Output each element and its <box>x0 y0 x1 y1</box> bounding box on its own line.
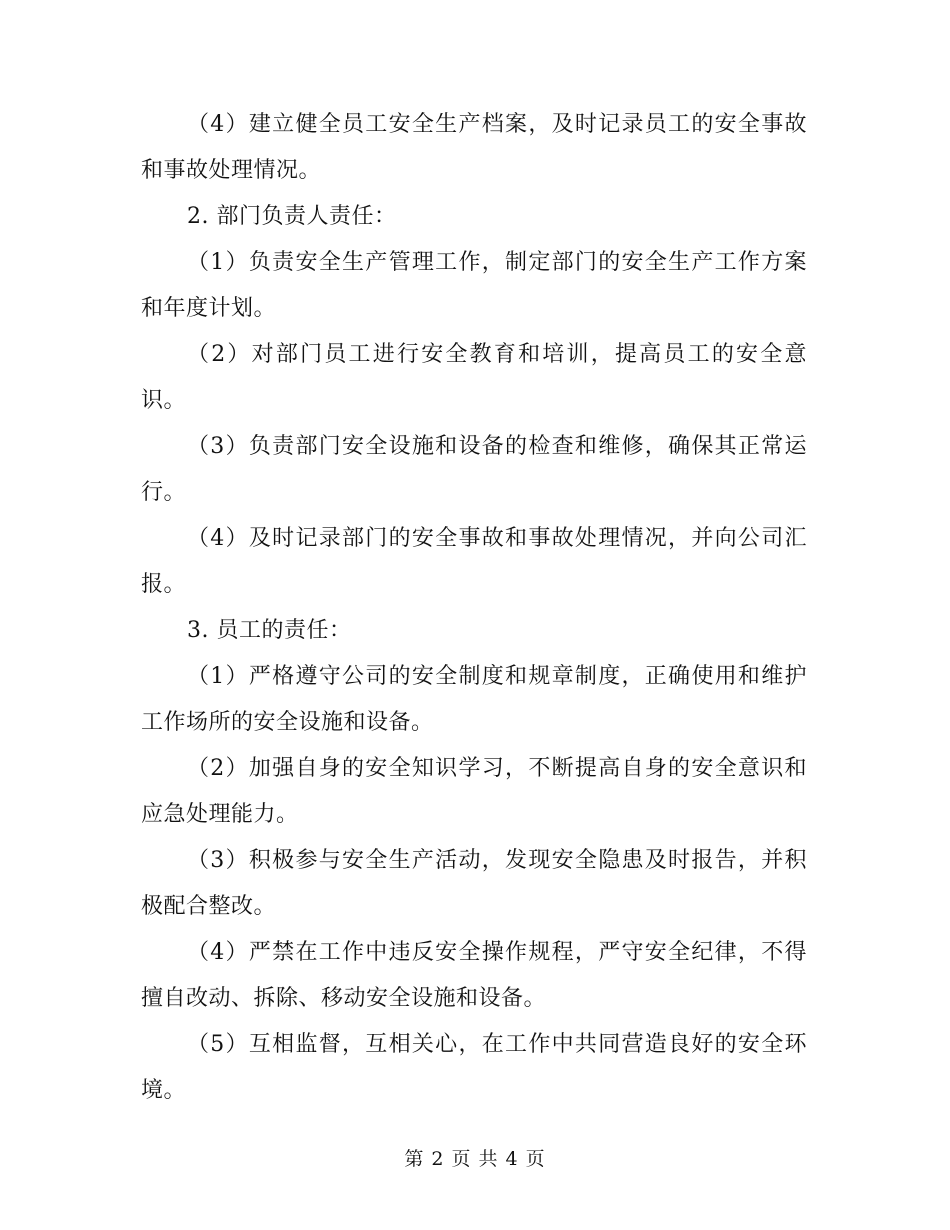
paragraph-dept-1: （1）负责安全生产管理工作，制定部门的安全生产工作方案和年度计划。 <box>141 250 807 321</box>
paragraph-employee-5: （5）互相监督，互相关心，在工作中共同营造良好的安全环境。 <box>141 1032 807 1103</box>
paragraph-employee-4: （4）严禁在工作中违反安全操作规程，严守安全纪律，不得擅自改动、拆除、移动安全设施和设备。 <box>141 940 807 1011</box>
paragraph-dept-2: （2）对部门员工进行安全教育和培训，提高员工的安全意识。 <box>141 342 807 413</box>
paragraph-dept-3: （3）负责部门安全设施和设备的检查和维修，确保其正常运行。 <box>141 434 807 505</box>
paragraph-employee-2: （2）加强自身的安全知识学习，不断提高自身的安全意识和应急处理能力。 <box>141 756 807 827</box>
paragraph-4-employee-archive: （4）建立健全员工安全生产档案，及时记录员工的安全事故和事故处理情况。 <box>141 112 807 183</box>
heading-employee-responsibility: 3. 员工的责任： <box>187 618 352 643</box>
document-body <box>141 102 807 1114</box>
paragraph-dept-4: （4）及时记录部门的安全事故和事故处理情况，并向公司汇报。 <box>141 526 807 597</box>
heading-dept-head-responsibility: 2. 部门负责人责任： <box>187 204 397 229</box>
paragraph-employee-1: （1）严格遵守公司的安全制度和规章制度，正确使用和维护工作场所的安全设施和设备。 <box>141 664 807 735</box>
page-number-footer: 第 2 页 共 4 页 <box>404 1148 546 1170</box>
paragraph-employee-3: （3）积极参与安全生产活动，发现安全隐患及时报告，并积极配合整改。 <box>141 848 807 919</box>
